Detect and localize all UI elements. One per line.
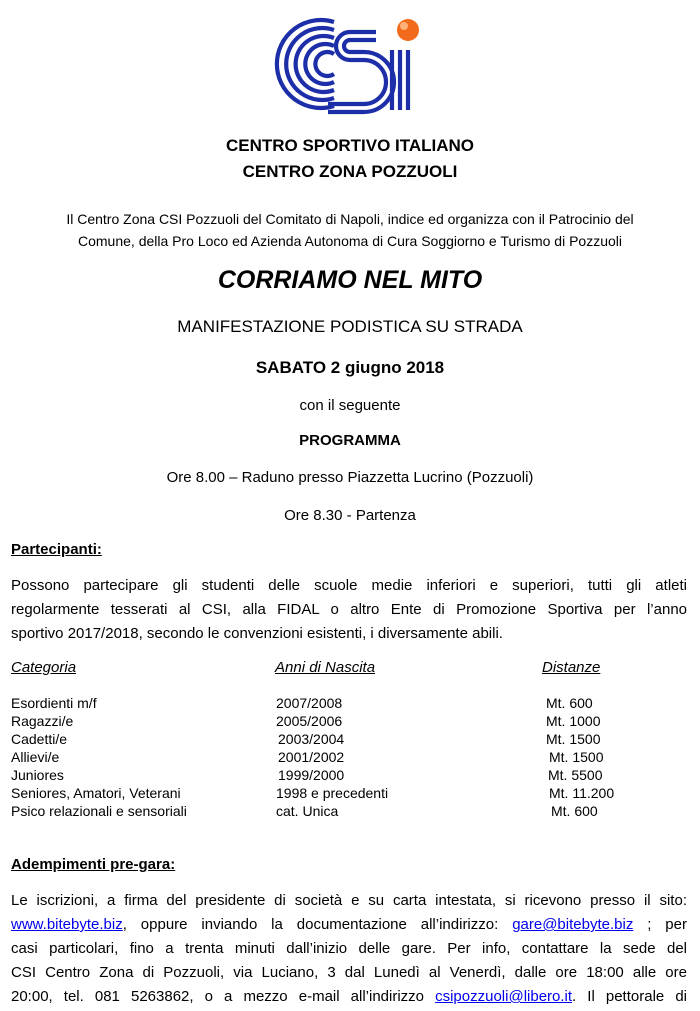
cell-distanza: Mt. 1000 [546, 713, 601, 729]
table-row [11, 749, 691, 767]
table-row [11, 785, 691, 803]
cell-categoria: Esordienti m/f [11, 695, 97, 711]
column-header-categoria: Categoria [11, 659, 77, 676]
intro-line-2: Comune, della Pro Loco ed Azienda Autonoma di Cura Soggiorno e Turismo di Pozzuoli [78, 233, 622, 249]
csipozzuoli-email-link[interactable]: csipozzuoli@libero.it [435, 988, 573, 1005]
cell-categoria: Seniores, Amatori, Veterani [11, 785, 181, 801]
intro-line-1: Il Centro Zona CSI Pozzuoli del Comitato di Napoli, indice ed organizza con il Patrocinio del [66, 211, 634, 227]
org-zone: CENTRO ZONA POZZUOLI [242, 162, 458, 181]
participants-text [11, 574, 687, 646]
cell-anni: 1999/2000 [278, 767, 345, 783]
pregara-line-4: CSI Centro Zona di Pozzuoli, via Luciano, 3 dal Lunedì al Venerdì, dalle ore 18:00 alle ore [11, 964, 687, 981]
pregara-line-1: Le iscrizioni, a firma del presidente di società e su carta intestata, si ricevono presso il sito: [11, 892, 687, 909]
pregara-line-5 [11, 985, 687, 1009]
cell-distanza: Mt. 600 [546, 695, 593, 711]
cell-anni: 1998 e precedenti [276, 785, 389, 801]
cell-distanza: Mt. 5500 [548, 767, 603, 783]
cell-categoria: Ragazzi/e [11, 713, 74, 729]
program-heading: PROGRAMMA [299, 432, 401, 449]
event-with: con il seguente [299, 397, 401, 414]
org-name: CENTRO SPORTIVO ITALIANO [225, 136, 475, 155]
pregara-line-3: casi particolari, fino a trenta minuti dall’inizio delle gare. Per info, contattare la sede del [11, 940, 687, 957]
pregara-line-2-end: ; per [633, 916, 687, 933]
schedule-raduno: Ore 8.00 – Raduno presso Piazzetta Lucrino (Pozzuoli) [166, 469, 534, 486]
pregara-line-2 [11, 913, 687, 937]
pregara-line-2-mid: , oppure inviando la documentazione all’indirizzo: [122, 916, 513, 933]
table-row [11, 767, 691, 785]
participants-line-2: regolarmente tesserati al CSI, alla FIDAL o altro Ente di Promozione Sportiva per l’anno [11, 601, 687, 618]
cell-anni: 2001/2002 [278, 749, 345, 765]
bitebyte-website-link[interactable]: www.bitebyte.biz [11, 916, 123, 933]
cell-categoria: Cadetti/e [11, 731, 68, 747]
cell-anni: 2005/2006 [276, 713, 343, 729]
cell-anni: 2007/2008 [276, 695, 343, 711]
cell-distanza: Mt. 11.200 [549, 785, 615, 801]
cell-categoria: Psico relazionali e sensoriali [11, 803, 187, 819]
participants-line-3: sportivo 2017/2018, secondo le convenzioni esistenti, i diversamente abili. [11, 625, 503, 642]
table-row [11, 695, 691, 713]
participants-line-1: Possono partecipare gli studenti delle scuole medie inferiori e superiori, tutti gli atleti [11, 577, 687, 594]
cell-distanza: Mt. 1500 [546, 731, 601, 747]
gare-email-link[interactable]: gare@bitebyte.biz [512, 916, 634, 933]
table-row [11, 803, 691, 821]
schedule-partenza: Ore 8.30 - Partenza [284, 507, 416, 524]
column-header-distanze: Distanze [542, 659, 601, 676]
cell-anni: 2003/2004 [278, 731, 345, 747]
pregara-text [11, 889, 687, 1009]
cell-categoria: Juniores [11, 767, 64, 783]
event-subtitle: MANIFESTAZIONE PODISTICA SU STRADA [177, 317, 523, 336]
cell-distanza: Mt. 600 [551, 803, 598, 819]
participants-heading: Partecipanti: [11, 541, 102, 558]
event-title: CORRIAMO NEL MITO [217, 266, 483, 294]
csi-logo [272, 10, 422, 115]
pregara-line-5-end: . Il pettorale di [572, 988, 688, 1005]
table-row [11, 713, 691, 731]
table-row [11, 731, 691, 749]
event-date: SABATO 2 giugno 2018 [255, 358, 445, 377]
cell-categoria: Allievi/e [11, 749, 60, 765]
cell-distanza: Mt. 1500 [549, 749, 604, 765]
cell-anni: cat. Unica [276, 803, 339, 819]
pregara-heading: Adempimenti pre-gara: [11, 856, 176, 873]
pregara-line-5-start: 20:00, tel. 081 5263862, o a mezzo e-mail all’indirizzo [11, 988, 436, 1005]
column-header-anni: Anni di Nascita [275, 659, 376, 676]
